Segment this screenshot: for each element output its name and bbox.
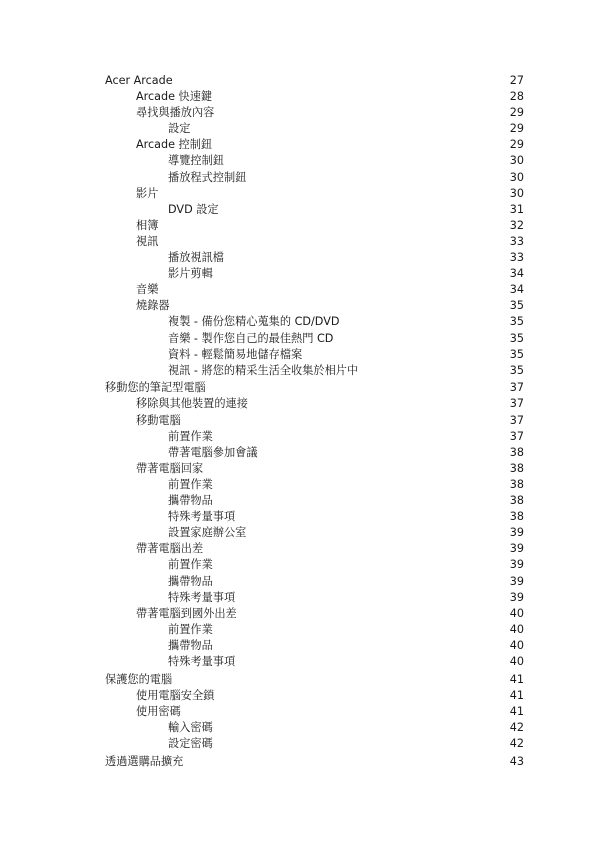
toc-entry-page-number: 29 [509, 138, 524, 152]
toc-entry[interactable] [0, 234, 604, 250]
toc-entry[interactable] [0, 688, 604, 704]
toc-entry-title: 相簿 [136, 218, 159, 232]
toc-entry[interactable] [0, 429, 604, 445]
toc-entry-page-number: 30 [509, 186, 524, 200]
toc-entry-title: 視訊 - 將您的精采生活全收集於相片中 [168, 363, 359, 377]
toc-entry-page-number: 33 [509, 234, 524, 248]
toc-entry[interactable] [0, 186, 604, 202]
toc-entry-page-number: 35 [509, 299, 524, 313]
toc-entry-page-number: 40 [509, 622, 524, 636]
toc-entry[interactable] [0, 363, 604, 379]
toc-entry-page-number: 38 [509, 477, 524, 491]
toc-entry-page-number: 41 [509, 672, 524, 686]
toc-entry-page-number: 37 [509, 429, 524, 443]
toc-entry-title: 燒錄器 [136, 299, 170, 313]
toc-entry[interactable] [0, 250, 604, 266]
toc-entry-title: 前置作業 [168, 477, 213, 491]
toc-entry[interactable] [0, 347, 604, 363]
toc-entry-title: 使用密碼 [136, 704, 181, 718]
toc-entry[interactable] [0, 622, 604, 638]
toc-entry-title: 透過選購品擴充 [105, 754, 184, 768]
toc-entry-title: 帶著電腦出差 [136, 542, 204, 556]
toc-entry-title: 設定 [168, 122, 191, 136]
toc-entry-title: DVD 設定 [168, 202, 219, 216]
toc-entry[interactable] [0, 396, 604, 412]
toc-entry[interactable] [0, 509, 604, 525]
toc-entry-page-number: 30 [509, 154, 524, 168]
toc-entry-title: 特殊考量事項 [168, 510, 236, 524]
toc-entry-page-number: 29 [509, 106, 524, 120]
toc-entry-title: 尋找與播放內容 [136, 106, 215, 120]
toc-entry-title: Arcade 控制鈕 [136, 138, 213, 152]
toc-entry[interactable] [0, 541, 604, 557]
toc-entry-page-number: 35 [509, 331, 524, 345]
toc-entry-title: 移動您的筆記型電腦 [105, 381, 206, 395]
toc-entry-title: 使用電腦安全鎖 [136, 688, 215, 702]
toc-entry-title: 播放視訊檔 [168, 251, 224, 265]
toc-entry[interactable] [0, 606, 604, 622]
toc-entry-page-number: 38 [509, 494, 524, 508]
toc-entry[interactable] [0, 413, 604, 429]
toc-entry-title: 特殊考量事項 [168, 654, 236, 668]
toc-entry-title: 帶著電腦回家 [136, 461, 204, 475]
toc-entry-title: 移動電腦 [136, 413, 181, 427]
toc-entry-page-number: 42 [509, 720, 524, 734]
toc-entry[interactable] [0, 137, 604, 153]
toc-entry-title: 攜帶物品 [168, 494, 213, 508]
toc-entry-title: 前置作業 [168, 622, 213, 636]
toc-entry-title: 音樂 [136, 283, 159, 297]
toc-entry[interactable] [0, 704, 604, 720]
toc-entry-page-number: 39 [509, 558, 524, 572]
toc-entry[interactable] [0, 754, 604, 770]
toc-entry-page-number: 35 [509, 315, 524, 329]
toc-entry-page-number: 33 [509, 251, 524, 265]
toc-entry-page-number: 39 [509, 526, 524, 540]
toc-entry[interactable] [0, 73, 604, 89]
toc-entry[interactable] [0, 654, 604, 670]
toc-entry-title: 音樂 - 製作您自己的最佳熱門 CD [168, 331, 334, 345]
toc-entry[interactable] [0, 202, 604, 218]
toc-entry-page-number: 38 [509, 445, 524, 459]
toc-entry[interactable] [0, 153, 604, 169]
toc-entry[interactable] [0, 380, 604, 396]
toc-entry[interactable] [0, 298, 604, 314]
toc-entry-page-number: 40 [509, 638, 524, 652]
toc-entry-title: 前置作業 [168, 429, 213, 443]
toc-entry-page-number: 28 [509, 90, 524, 104]
toc-entry[interactable] [0, 720, 604, 736]
toc-entry-page-number: 29 [509, 122, 524, 136]
toc-entry-title: 保護您的電腦 [105, 672, 173, 686]
toc-entry-title: 帶著電腦到國外出差 [136, 606, 237, 620]
toc-entry-title: 影片剪輯 [168, 267, 213, 281]
toc-entry-title: 前置作業 [168, 558, 213, 572]
toc-entry-title: 影片 [136, 186, 159, 200]
toc-entry-page-number: 35 [509, 347, 524, 361]
toc-entry-page-number: 42 [509, 737, 524, 751]
toc-entry-page-number: 39 [509, 590, 524, 604]
toc-entry-title: 移除與其他裝置的連接 [136, 397, 248, 411]
toc-entry[interactable] [0, 121, 604, 137]
toc-entry[interactable] [0, 590, 604, 606]
toc-entry[interactable] [0, 170, 604, 186]
toc-entry-title: Arcade 快速鍵 [136, 90, 213, 104]
toc-entry[interactable] [0, 89, 604, 105]
toc-entry-page-number: 37 [509, 413, 524, 427]
toc-entry-title: 設定密碼 [168, 737, 213, 751]
toc-entry-title: 特殊考量事項 [168, 590, 236, 604]
table-of-contents [0, 73, 604, 770]
toc-entry-title: 播放程式控制鈕 [168, 170, 247, 184]
toc-entry-page-number: 32 [509, 218, 524, 232]
toc-entry[interactable] [0, 314, 604, 330]
toc-entry-page-number: 41 [509, 704, 524, 718]
toc-entry-title: 輸入密碼 [168, 720, 213, 734]
toc-entry-title: 帶著電腦參加會議 [168, 445, 258, 459]
toc-entry-page-number: 30 [509, 170, 524, 184]
toc-entry-page-number: 38 [509, 461, 524, 475]
toc-entry[interactable] [0, 477, 604, 493]
toc-entry-page-number: 37 [509, 381, 524, 395]
toc-entry[interactable] [0, 493, 604, 509]
toc-entry-title: 視訊 [136, 234, 159, 248]
toc-entry-page-number: 39 [509, 542, 524, 556]
toc-entry-page-number: 27 [509, 74, 524, 87]
toc-entry[interactable] [0, 525, 604, 541]
toc-entry[interactable] [0, 445, 604, 461]
toc-entry-page-number: 40 [509, 606, 524, 620]
toc-entry[interactable] [0, 461, 604, 477]
toc-entry-title: Acer Arcade [105, 74, 173, 87]
toc-entry-page-number: 40 [509, 654, 524, 668]
toc-entry[interactable] [0, 557, 604, 573]
toc-entry-page-number: 31 [509, 202, 524, 216]
toc-entry-title: 攜帶物品 [168, 574, 213, 588]
toc-entry-page-number: 35 [509, 363, 524, 377]
toc-entry[interactable] [0, 282, 604, 298]
toc-entry-page-number: 41 [509, 688, 524, 702]
toc-entry-title: 複製 - 備份您精心蒐集的 CD/DVD [168, 315, 340, 329]
toc-entry-page-number: 43 [509, 754, 524, 768]
toc-entry-page-number: 39 [509, 574, 524, 588]
toc-entry-page-number: 34 [509, 283, 524, 297]
toc-entry-page-number: 37 [509, 397, 524, 411]
toc-entry-page-number: 34 [509, 267, 524, 281]
toc-entry[interactable] [0, 331, 604, 347]
toc-entry-title: 設置家庭辦公室 [168, 526, 247, 540]
toc-entry[interactable] [0, 672, 604, 688]
toc-entry[interactable] [0, 105, 604, 121]
toc-entry[interactable] [0, 266, 604, 282]
toc-entry-title: 資料 - 輕鬆簡易地儲存檔案 [168, 347, 303, 361]
toc-entry[interactable] [0, 218, 604, 234]
toc-entry[interactable] [0, 574, 604, 590]
toc-entry[interactable] [0, 736, 604, 752]
toc-entry-title: 導覽控制鈕 [168, 154, 224, 168]
toc-entry-title: 攜帶物品 [168, 638, 213, 652]
toc-entry-page-number: 38 [509, 510, 524, 524]
toc-entry[interactable] [0, 638, 604, 654]
